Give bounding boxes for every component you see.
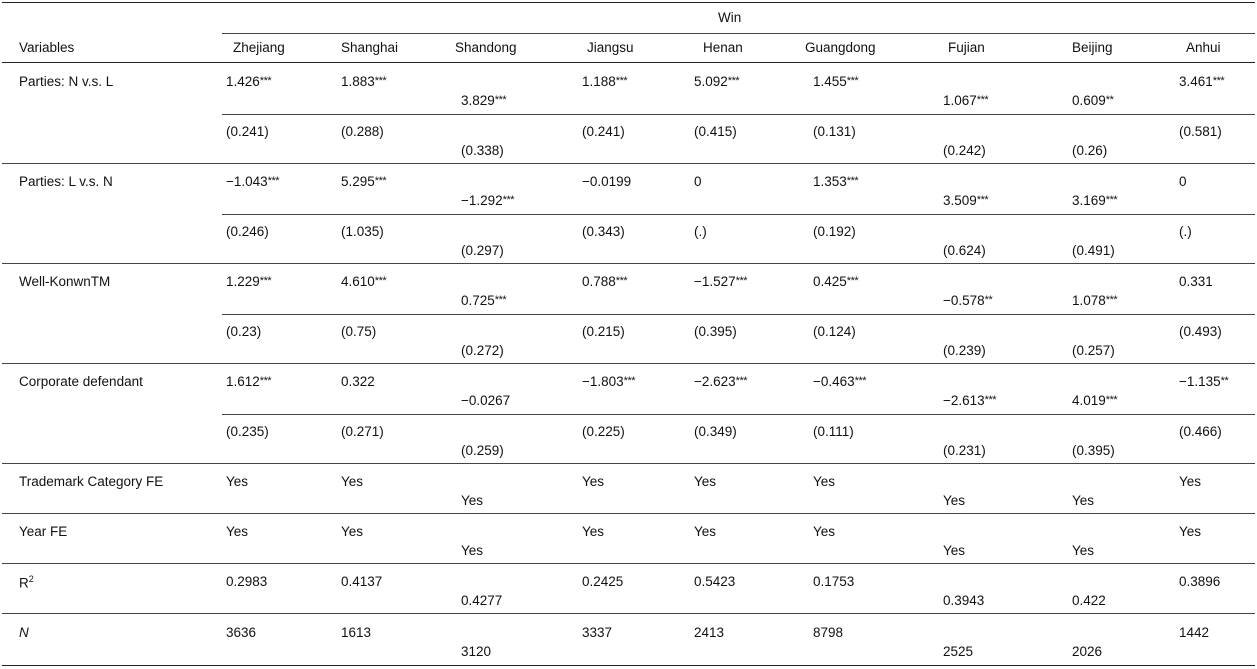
- coefficient-value: −1.803: [582, 374, 624, 389]
- significance-stars: ***: [623, 375, 636, 387]
- coefficient-cell: [582, 374, 635, 389]
- significance-stars: **: [984, 294, 993, 306]
- row-divider: [2, 563, 1255, 564]
- coefficient-value: −1.292: [461, 193, 503, 208]
- coefficient-cell: [943, 193, 988, 208]
- row-label: Well-KonwnTM: [19, 274, 111, 289]
- fe-cell: Yes: [1072, 493, 1095, 508]
- coefficient-value: 0.788: [582, 274, 616, 289]
- significance-stars: ***: [854, 375, 867, 387]
- coefficient-cell: [1179, 74, 1224, 89]
- coefficient-value: −0.0199: [582, 174, 632, 189]
- coefficient-cell: [943, 93, 988, 108]
- row-divider: [2, 613, 1255, 614]
- coefficient-cell: [813, 274, 858, 289]
- coefficient-value: −2.623: [694, 374, 736, 389]
- significance-stars: **: [1105, 94, 1114, 106]
- coefficient-value: 1.229: [226, 274, 260, 289]
- coefficient-cell: [582, 274, 627, 289]
- coefficient-value: −0.0267: [461, 393, 511, 408]
- significance-stars: ***: [259, 275, 272, 287]
- coefficient-value: −2.613: [943, 393, 985, 408]
- coefficient-cell: [341, 374, 375, 389]
- standard-error-cell: (0.349): [694, 424, 737, 439]
- coefficient-value: 0: [1179, 174, 1187, 189]
- n-cell: 2026: [1072, 644, 1103, 659]
- standard-error-cell: (0.23): [226, 324, 262, 339]
- coefficient-value: 3.169: [1072, 193, 1106, 208]
- coefficient-cell: [813, 374, 866, 389]
- coefficient-cell: [341, 274, 386, 289]
- coefficient-cell: [341, 74, 386, 89]
- fe-row-label: Year FE: [19, 524, 68, 539]
- r-squared-cell: 0.3943: [943, 593, 985, 608]
- fe-cell: Yes: [943, 493, 966, 508]
- standard-error-cell: (0.259): [461, 443, 504, 458]
- coefficient-value: 3.509: [943, 193, 977, 208]
- n-cell: 3120: [461, 644, 492, 659]
- row-divider: [2, 263, 1255, 264]
- standard-error-cell: (0.225): [582, 424, 625, 439]
- n-cell: 8798: [813, 625, 844, 640]
- standard-error-cell: (0.75): [341, 324, 377, 339]
- n-cell: 1613: [341, 625, 372, 640]
- coefficient-value: 5.092: [694, 74, 728, 89]
- r-squared-cell: 0.1753: [813, 574, 855, 589]
- significance-stars: ***: [1105, 294, 1118, 306]
- standard-error-cell: (0.338): [461, 143, 504, 158]
- r-squared-cell: 0.422: [1072, 593, 1106, 608]
- standard-error-cell: (0.131): [813, 124, 856, 139]
- significance-stars: ***: [267, 175, 280, 187]
- standard-error-cell: (1.035): [341, 224, 384, 239]
- significance-stars: ***: [735, 375, 748, 387]
- n-label: N: [19, 625, 29, 640]
- coefficient-value: 4.019: [1072, 393, 1106, 408]
- significance-stars: ***: [846, 175, 859, 187]
- row-label: Parties: N v.s. L: [19, 74, 114, 89]
- coefficient-value: −0.578: [943, 293, 985, 308]
- significance-stars: ***: [984, 394, 997, 406]
- fe-row-label: Trademark Category FE: [19, 474, 164, 489]
- coefficient-cell: [694, 274, 747, 289]
- column-header-shandong: Shandong: [455, 40, 517, 55]
- r-squared-cell: 0.4137: [341, 574, 383, 589]
- coefficient-cell: [226, 374, 271, 389]
- standard-error-cell: (.): [694, 224, 707, 239]
- column-header-beijing: Beijing: [1072, 40, 1113, 55]
- coefficient-cell: [1072, 393, 1117, 408]
- fe-cell: Yes: [1179, 474, 1202, 489]
- standard-error-cell: (0.111): [813, 424, 854, 439]
- standard-error-cell: (0.288): [341, 124, 384, 139]
- standard-error-cell: (0.343): [582, 224, 625, 239]
- standard-error-cell: (0.239): [943, 343, 986, 358]
- standard-error-cell: (0.493): [1179, 324, 1222, 339]
- column-header-guangdong: Guangdong: [805, 40, 876, 55]
- coefficient-value: 3.829: [461, 93, 495, 108]
- standard-error-cell: (0.241): [226, 124, 269, 139]
- coefficient-value: 1.612: [226, 374, 260, 389]
- column-header-jiangsu: Jiangsu: [587, 40, 634, 55]
- coefficient-cell: [1072, 93, 1113, 108]
- fe-cell: Yes: [1072, 543, 1095, 558]
- row-label: Parties: L v.s. N: [19, 174, 113, 189]
- coefficient-value: 0.331: [1179, 274, 1213, 289]
- fe-cell: Yes: [1179, 524, 1202, 539]
- fe-cell: Yes: [813, 474, 836, 489]
- coefficient-cell: [461, 93, 506, 108]
- significance-stars: ***: [1105, 194, 1118, 206]
- significance-stars: **: [1220, 375, 1229, 387]
- row-divider: [2, 363, 1255, 364]
- standard-error-cell: (0.257): [1072, 343, 1115, 358]
- n-cell: 1442: [1179, 625, 1210, 640]
- significance-stars: ***: [727, 75, 740, 87]
- significance-stars: ***: [976, 194, 989, 206]
- fe-cell: Yes: [582, 474, 605, 489]
- row-divider: [2, 463, 1255, 464]
- coefficient-cell: [341, 174, 386, 189]
- coefficient-cell: [813, 74, 858, 89]
- header-bottom-rule: [2, 62, 1255, 63]
- coefficient-cell: [1179, 274, 1213, 289]
- se-divider: [222, 214, 1255, 215]
- coefficient-cell: [461, 193, 514, 208]
- fe-cell: Yes: [694, 524, 717, 539]
- significance-stars: ***: [374, 275, 387, 287]
- coefficient-cell: [813, 174, 858, 189]
- se-divider: [222, 314, 1255, 315]
- coefficient-value: 0.425: [813, 274, 847, 289]
- coefficient-cell: [582, 74, 627, 89]
- standard-error-cell: (0.395): [1072, 443, 1115, 458]
- standard-error-cell: (0.231): [943, 443, 986, 458]
- standard-error-cell: (0.215): [582, 324, 625, 339]
- se-divider: [222, 114, 1255, 115]
- coefficient-cell: [943, 293, 992, 308]
- group-header-win: Win: [718, 10, 742, 25]
- coefficient-value: 1.188: [582, 74, 616, 89]
- standard-error-cell: (.): [1179, 224, 1192, 239]
- standard-error-cell: (0.192): [813, 224, 856, 239]
- coefficient-value: 3.461: [1179, 74, 1213, 89]
- significance-stars: ***: [615, 275, 628, 287]
- standard-error-cell: (0.466): [1179, 424, 1222, 439]
- fe-cell: Yes: [461, 493, 484, 508]
- column-header-zhejiang: Zhejiang: [233, 40, 285, 55]
- standard-error-cell: (0.124): [813, 324, 856, 339]
- variables-header: Variables: [19, 40, 75, 55]
- standard-error-cell: (0.235): [226, 424, 269, 439]
- significance-stars: ***: [846, 275, 859, 287]
- standard-error-cell: (0.241): [582, 124, 625, 139]
- row-label: Corporate defendant: [19, 374, 143, 389]
- r-squared-cell: 0.3896: [1179, 574, 1221, 589]
- significance-stars: ***: [735, 275, 748, 287]
- standard-error-cell: (0.271): [341, 424, 384, 439]
- coefficient-cell: [694, 374, 747, 389]
- significance-stars: ***: [494, 94, 507, 106]
- significance-stars: ***: [494, 294, 507, 306]
- r-squared-cell: 0.4277: [461, 593, 503, 608]
- coefficient-value: 0: [694, 174, 702, 189]
- column-header-henan: Henan: [703, 40, 743, 55]
- r-squared-cell: 0.2425: [582, 574, 624, 589]
- coefficient-cell: [1179, 174, 1187, 189]
- table-bottom-rule: [2, 665, 1255, 666]
- r-squared-label-main: R: [19, 575, 29, 591]
- coefficient-cell: [226, 174, 279, 189]
- n-cell: 2413: [694, 625, 725, 640]
- r-squared-cell: 0.2983: [226, 574, 268, 589]
- coefficient-cell: [694, 174, 702, 189]
- coefficient-value: 0.725: [461, 293, 495, 308]
- fe-cell: Yes: [943, 543, 966, 558]
- significance-stars: ***: [259, 375, 272, 387]
- group-header-rule: [222, 33, 1255, 34]
- fe-cell: Yes: [341, 474, 364, 489]
- standard-error-cell: (0.297): [461, 243, 504, 258]
- coefficient-cell: [461, 293, 506, 308]
- column-header-fujian: Fujian: [948, 40, 985, 55]
- standard-error-cell: (0.624): [943, 243, 986, 258]
- coefficient-value: 1.067: [943, 93, 977, 108]
- significance-stars: ***: [846, 75, 859, 87]
- column-header-anhui: Anhui: [1186, 40, 1221, 55]
- coefficient-cell: [1179, 374, 1228, 389]
- coefficient-cell: [943, 393, 996, 408]
- significance-stars: ***: [976, 94, 989, 106]
- coefficient-value: 1.078: [1072, 293, 1106, 308]
- coefficient-value: −1.527: [694, 274, 736, 289]
- significance-stars: ***: [259, 75, 272, 87]
- standard-error-cell: (0.272): [461, 343, 504, 358]
- significance-stars: ***: [1105, 394, 1118, 406]
- column-header-shanghai: Shanghai: [341, 40, 399, 55]
- coefficient-value: −1.135: [1179, 374, 1221, 389]
- coefficient-value: 5.295: [341, 174, 375, 189]
- standard-error-cell: (0.581): [1179, 124, 1222, 139]
- significance-stars: ***: [374, 175, 387, 187]
- coefficient-value: −0.463: [813, 374, 855, 389]
- significance-stars: ***: [502, 194, 515, 206]
- coefficient-value: 4.610: [341, 274, 375, 289]
- standard-error-cell: (0.395): [694, 324, 737, 339]
- fe-cell: Yes: [813, 524, 836, 539]
- n-cell: 3636: [226, 625, 257, 640]
- fe-cell: Yes: [694, 474, 717, 489]
- coefficient-cell: [1072, 293, 1117, 308]
- r-squared-label: [19, 574, 34, 591]
- r-squared-label-sup: 2: [28, 574, 34, 584]
- se-divider: [222, 414, 1255, 415]
- coefficient-value: 1.426: [226, 74, 260, 89]
- coefficient-value: 1.353: [813, 174, 847, 189]
- coefficient-cell: [1072, 193, 1117, 208]
- row-divider: [2, 163, 1255, 164]
- coefficient-value: −1.043: [226, 174, 268, 189]
- fe-cell: Yes: [461, 543, 484, 558]
- fe-cell: Yes: [226, 474, 249, 489]
- n-cell: 3337: [582, 625, 613, 640]
- r-squared-cell: 0.5423: [694, 574, 736, 589]
- row-divider: [2, 513, 1255, 514]
- standard-error-cell: (0.246): [226, 224, 269, 239]
- significance-stars: ***: [615, 75, 628, 87]
- standard-error-cell: (0.26): [1072, 143, 1108, 158]
- fe-cell: Yes: [582, 524, 605, 539]
- standard-error-cell: (0.415): [694, 124, 737, 139]
- fe-cell: Yes: [226, 524, 249, 539]
- coefficient-value: 1.455: [813, 74, 847, 89]
- significance-stars: ***: [374, 75, 387, 87]
- standard-error-cell: (0.242): [943, 143, 986, 158]
- standard-error-cell: (0.491): [1072, 243, 1115, 258]
- coefficient-value: 0.322: [341, 374, 375, 389]
- significance-stars: ***: [1212, 75, 1225, 87]
- coefficient-cell: [226, 74, 271, 89]
- n-cell: 2525: [943, 644, 974, 659]
- table-top-rule: [2, 2, 1255, 3]
- coefficient-value: 1.883: [341, 74, 375, 89]
- coefficient-cell: [226, 274, 271, 289]
- coefficient-cell: [461, 393, 510, 408]
- coefficient-cell: [694, 74, 739, 89]
- coefficient-cell: [582, 174, 631, 189]
- coefficient-value: 0.609: [1072, 93, 1106, 108]
- fe-cell: Yes: [341, 524, 364, 539]
